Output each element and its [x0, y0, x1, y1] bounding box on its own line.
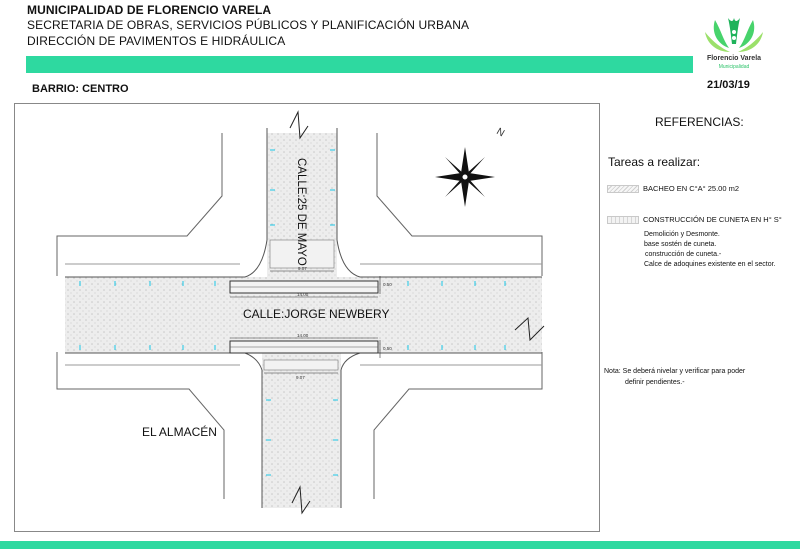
note-line-2: definir pendientes.- [625, 379, 685, 386]
task-steps [644, 230, 776, 270]
legend-swatch-bacheo [607, 185, 639, 193]
task-step: construcción de cuneta.- [645, 251, 722, 258]
barrio-label: BARRIO: CENTRO [32, 83, 129, 95]
dim-top-wide-label: 14.00 [297, 292, 309, 297]
place-label-el-almacen: EL ALMACÉN [142, 425, 217, 439]
dim-side-bottom-label: 0.50 [383, 346, 392, 351]
task-step: base sostén de cuneta. [644, 241, 717, 248]
dim-top-label: 9.07 [298, 266, 307, 271]
footer-accent-bar [0, 541, 800, 549]
compass-rose-icon [435, 147, 495, 207]
header-direction: DIRECCIÓN DE PAVIMENTOS E HIDRÁULICA [27, 34, 286, 48]
header-secretariat: SECRETARIA DE OBRAS, SERVICIOS PÚBLICOS Y PLANIFICACIÓN URBANA [27, 18, 470, 32]
street-label-25-de-mayo: CALLE:25 DE MAYO [295, 158, 307, 266]
dim-bottom-wide-label: 14.00 [297, 333, 309, 338]
task-step: Demolición y Desmonte. [644, 231, 720, 238]
plan-date: 21/03/19 [707, 79, 750, 91]
note-line-1: Nota: Se deberá nivelar y verificar para poder [604, 368, 746, 375]
references-title: REFERENCIAS: [655, 115, 744, 129]
logo-subtitle: Municipalidad [718, 64, 750, 70]
logo-name: Florencio Varela [706, 55, 762, 62]
tasks-title: Tareas a realizar: [608, 155, 701, 169]
header-municipality: MUNICIPALIDAD DE FLORENCIO VARELA [27, 3, 272, 17]
street-label-jorge-newbery: CALLE:JORGE NEWBERY [243, 307, 390, 321]
dim-side-top-label: 0.50 [383, 282, 392, 287]
note [604, 366, 745, 388]
task-step: Calce de adoquines existente en el sector. [644, 261, 776, 268]
legend-label-cuneta: CONSTRUCCIÓN DE CUNETA EN H° S° [643, 215, 782, 224]
dim-bottom-label: 9.07 [296, 375, 305, 380]
legend-swatch-cuneta [607, 216, 639, 224]
legend-label-bacheo: BACHEO EN C°A° 25.00 m2 [643, 184, 740, 193]
north-label: N [494, 126, 507, 140]
